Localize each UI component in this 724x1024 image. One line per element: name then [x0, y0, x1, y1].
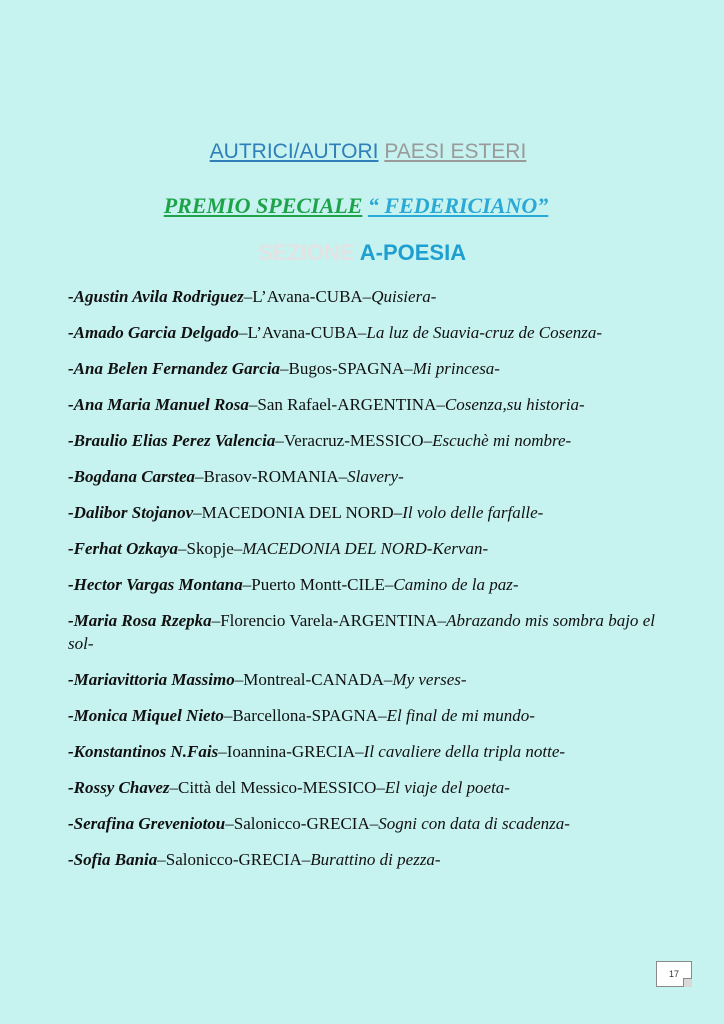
entry-title: El final de mi mundo-: [386, 706, 535, 725]
entry-name: -Serafina Greveniotou: [68, 814, 226, 833]
heading1-part-b: PAESI ESTERI: [384, 140, 527, 163]
entry-name: -Konstantinos N.Fais: [68, 742, 219, 761]
entry-name: -Amado Garcia Delgado: [68, 323, 239, 342]
list-item: [68, 812, 655, 835]
entry-place: –Bugos-SPAGNA–: [280, 359, 413, 378]
entry-place: –Barcellona-SPAGNA–: [223, 706, 387, 725]
list-item: [68, 429, 655, 452]
entry-title: La luz de Suavia-cruz de Cosenza-: [366, 323, 603, 342]
entry-title: Sogni con data di scadenza-: [378, 814, 570, 833]
entry-title: MACEDONIA DEL NORD-Kervan-: [242, 539, 489, 558]
heading1-part-a: AUTRICI/AUTORI: [209, 140, 379, 163]
list-item: [68, 465, 655, 488]
entry-title: My verses-: [392, 670, 467, 689]
entry-name: -Rossy Chavez: [68, 778, 170, 797]
entry-name: -Braulio Elias Perez Valencia: [68, 431, 276, 450]
list-item: [68, 609, 655, 655]
entry-place: –Puerto Montt-CILE–: [242, 575, 394, 594]
entry-place: –Città del Messico-MESSICO–: [169, 778, 385, 797]
entry-name: -Ana Maria Manuel Rosa: [68, 395, 249, 414]
entries-list: [68, 285, 655, 884]
entry-place: –Florencio Varela-ARGENTINA–: [211, 611, 447, 630]
entry-name: -Maria Rosa Rzepka: [68, 611, 212, 630]
entry-title: Il cavaliere della tripla notte-: [363, 742, 566, 761]
entry-place: –Montreal-CANADA–: [234, 670, 393, 689]
heading2-part-a: PREMIO SPECIALE: [163, 193, 363, 218]
list-item: [68, 393, 655, 416]
list-item: [68, 357, 655, 380]
entry-place: –Salonicco-GRECIA–: [157, 850, 311, 869]
entry-name: -Ferhat Ozkaya: [68, 539, 179, 558]
entry-place: –Salonicco-GRECIA–: [225, 814, 379, 833]
heading-autori-paesi-esteri: [0, 140, 724, 164]
list-item: [68, 776, 655, 799]
entry-title: El viaje del poeta-: [384, 778, 510, 797]
entry-place: –L’Avana-CUBA–: [243, 287, 372, 306]
entry-place: –Brasov-ROMANIA–: [195, 467, 348, 486]
entry-place: –San Rafael-ARGENTINA–: [248, 395, 445, 414]
entry-name: -Agustin Avila Rodriguez: [68, 287, 244, 306]
heading-sezione: [0, 240, 724, 266]
entry-place: –L’Avana-CUBA–: [238, 323, 367, 342]
entry-title: Burattino di pezza-: [310, 850, 441, 869]
entry-title: Camino de la paz-: [393, 575, 519, 594]
entry-name: -Monica Miquel Nieto: [68, 706, 224, 725]
entry-name: -Sofia Bania: [68, 850, 158, 869]
entry-name: -Ana Belen Fernandez Garcia: [68, 359, 281, 378]
entry-place: –MACEDONIA DEL NORD–: [193, 503, 403, 522]
heading3-part-b: A-POESIA: [359, 240, 467, 265]
list-item: [68, 501, 655, 524]
list-item: [68, 740, 655, 763]
entry-name: -Bogdana Carstea: [68, 467, 196, 486]
list-item: [68, 537, 655, 560]
list-item: [68, 704, 655, 727]
entry-title: Abrazando mis sombra bajo el sol-: [68, 611, 655, 653]
list-item: [68, 573, 655, 596]
entry-title: Slavery-: [347, 467, 404, 486]
entry-name: -Hector Vargas Montana: [68, 575, 243, 594]
entry-place: –Ioannina-GRECIA–: [218, 742, 364, 761]
entry-place: –Skopje–: [178, 539, 243, 558]
entry-title: Quisiera-: [371, 287, 437, 306]
entry-title: Escuchè mi nombre-: [432, 431, 572, 450]
entry-name: -Dalibor Stojanov: [68, 503, 194, 522]
entry-name: -Mariavittoria Massimo: [68, 670, 235, 689]
entry-title: Mi princesa-: [412, 359, 500, 378]
list-item: [68, 321, 655, 344]
entry-place: –Veracruz-MESSICO–: [275, 431, 433, 450]
heading3-part-a: SEZIONE: [257, 240, 355, 265]
heading2-part-b: “ FEDERICIANO”: [367, 193, 549, 218]
heading-premio-speciale: [0, 193, 724, 219]
list-item: [68, 668, 655, 691]
entry-title: Il volo delle farfalle-: [402, 503, 544, 522]
list-item: [68, 285, 655, 308]
list-item: [68, 848, 655, 871]
page-number: 17: [656, 961, 692, 987]
entry-title: Cosenza,su historia-: [444, 395, 585, 414]
